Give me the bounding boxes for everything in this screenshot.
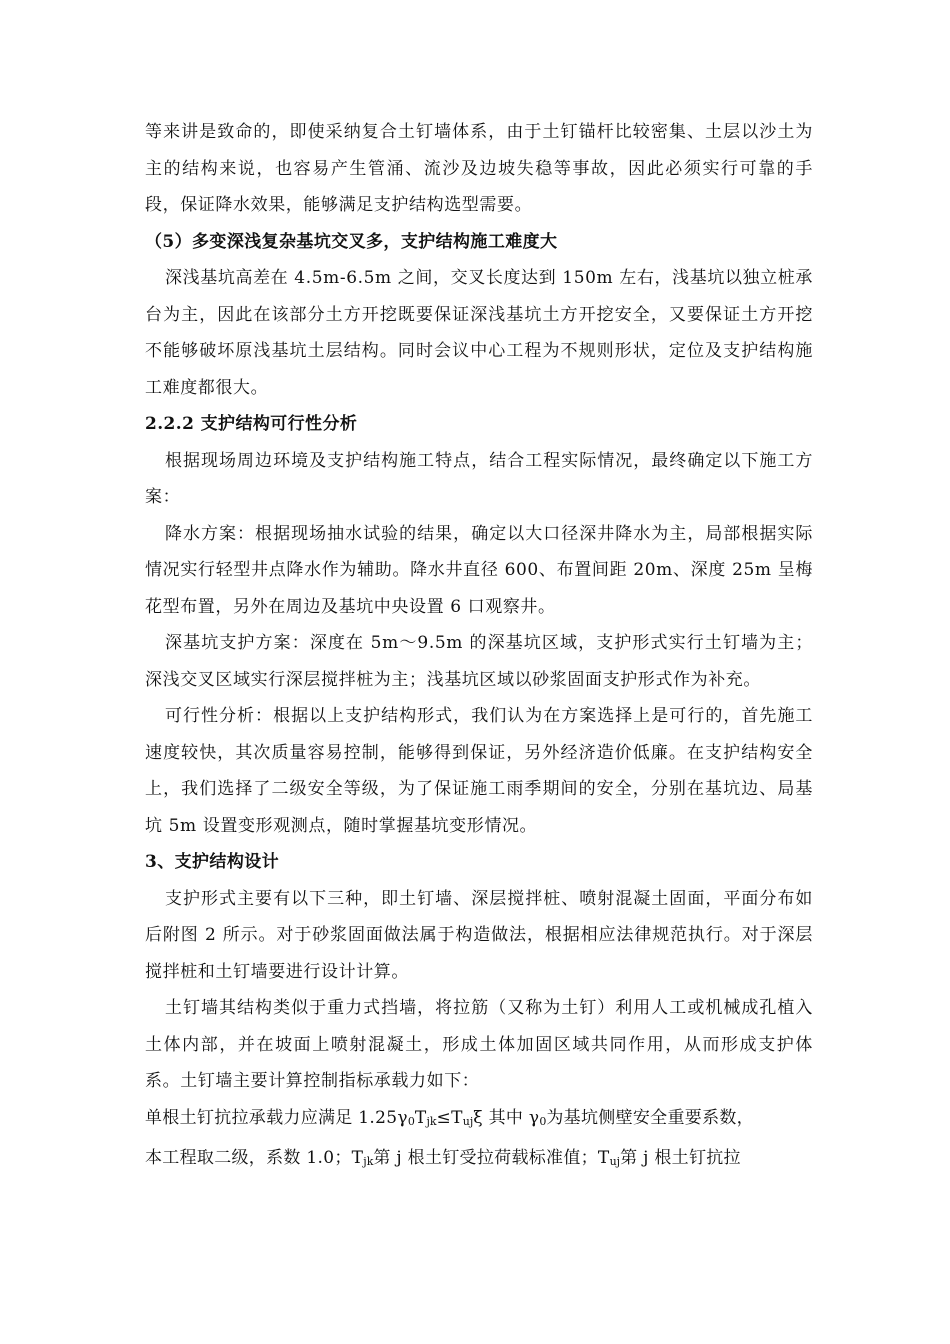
section-heading: （5）多变深浅复杂基坑交叉多，支护结构施工难度大	[145, 231, 558, 252]
formula-symbol: ξ	[473, 1107, 483, 1128]
paragraph: 土钉墙其结构类似于重力式挡墙，将拉筋（又称为土钉）利用人工或机械成孔植入土体内部，并在坡面上喷射混凝土，形成土体加固区域共同作用，从而形成支护体系。土钉墙主要计算控制指标承载力如下：	[145, 998, 813, 1091]
formula-subscript: uj	[462, 1114, 474, 1128]
formula-subscript: 0	[539, 1114, 547, 1128]
formula-text: 第 j 根土钉受拉荷载标准值；T	[373, 1148, 610, 1168]
paragraph: 深基坑支护方案：深度在 5m～9.5m 的深基坑区域，支护形式实行土钉墙为主；深浅交叉区域实行深层搅拌桩为主；浅基坑区域以砂浆固面支护形式作为补充。	[145, 633, 813, 690]
document-page	[145, 114, 813, 1181]
formula-text: 其中 γ	[482, 1107, 540, 1128]
section-heading: 2.2.2 支护结构可行性分析	[145, 414, 358, 434]
section-heading: 3、支护结构设计	[145, 852, 280, 872]
paragraph: 等来讲是致命的，即使采纳复合土钉墙体系，由于土钉锚杆比较密集、土层以沙土为主的结构来说，也容易产生管涌、流沙及边坡失稳等事故，因此必须实行可靠的手段，保证降水效果，能够满足支护结构选型需要。	[145, 122, 813, 215]
paragraph: 支护形式主要有以下三种，即土钉墙、深层搅拌桩、喷射混凝土固面，平面分布如后附图 2 所示。对于砂浆固面做法属于构造做法，根据相应法律规范执行。对于深层搅拌桩和土钉墙要进行设计计算。	[145, 888, 813, 982]
formula-line	[145, 1100, 813, 1141]
formula-text: 单根土钉抗拉承载力应满足 1.25	[145, 1107, 398, 1128]
formula-subscript: uj	[609, 1155, 621, 1168]
formula-subscript: jk	[426, 1114, 437, 1128]
formula-text: 为基坑侧壁安全重要系数，	[546, 1107, 754, 1128]
formula-text: 本工程取二级，系数 1.0；T	[145, 1148, 364, 1168]
formula-subscript: jk	[363, 1155, 374, 1168]
paragraph: 深浅基坑高差在 4.5m-6.5m 之间，交叉长度达到 150m 左右，浅基坑以独立桩承台为主，因此在该部分土方开挖既要保证深浅基坑土方开挖安全，又要保证土方开挖不能够破坏原浅基坑土层结构。同时会议中心工程为不规则形状，定位及支护结构施工难度都很大。	[145, 268, 813, 398]
formula-text: 第 j 根土钉抗拉	[620, 1148, 741, 1168]
paragraph: 可行性分析：根据以上支护结构形式，我们认为在方案选择上是可行的，首先施工速度较快，其次质量容易控制，能够得到保证，另外经济造价低廉。在支护结构安全上，我们选择了二级安全等级，为了保证施工雨季期间的安全，分别在基坑边、局基坑 5m 设置变形观测点，随时掌握基坑变形情况。	[145, 706, 813, 836]
formula-symbol: γ	[397, 1107, 408, 1128]
formula-symbol: ≤T	[436, 1107, 463, 1128]
formula-symbol: T	[414, 1107, 427, 1128]
paragraph: 降水方案：根据现场抽水试验的结果，确定以大口径深井降水为主，局部根据实际情况实行轻型井点降水作为辅助。降水井直径 600、布置间距 20m、深度 25m 呈梅花型布置，另外在周边及基坑中央设置 6 口观察井。	[145, 523, 813, 617]
formula-subscript: 0	[407, 1114, 415, 1128]
paragraph: 根据现场周边环境及支护结构施工特点，结合工程实际情况，最终确定以下施工方案：	[145, 450, 813, 507]
formula-line	[145, 1140, 813, 1181]
